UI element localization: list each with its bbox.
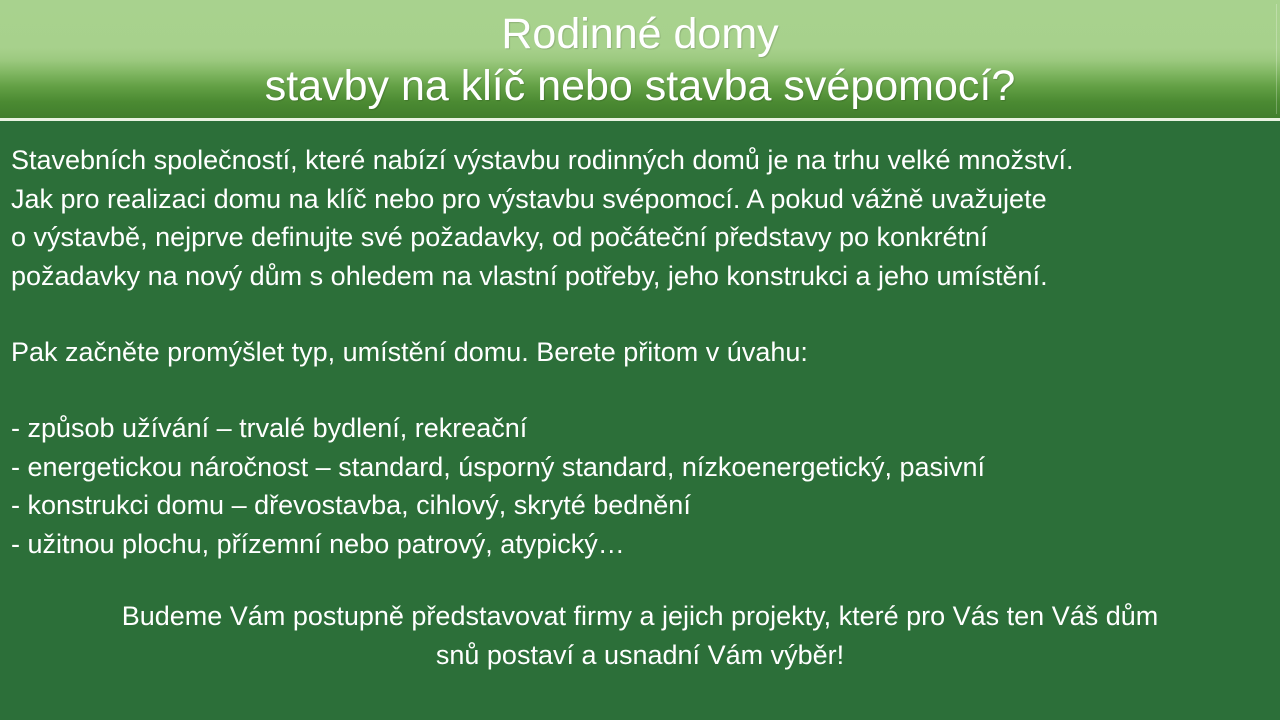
lead-in-paragraph [11, 333, 1273, 372]
criteria-list [11, 409, 1273, 563]
slide-title-line-1: Rodinné domy [501, 10, 779, 58]
list-item: - energetickou náročnost – standard, úsporný standard, nízkoenergetický, pasivní [11, 451, 986, 482]
intro-line: o výstavbě, nejprve definujte své požadavky, od počáteční představy po konkrétní [11, 222, 988, 252]
intro-line: Stavebních společností, které nabízí výstavbu rodinných domů je na trhu velké množství. [11, 145, 1074, 175]
lead-in-line: Pak začněte promýšlet typ, umístění domu. Berete přitom v úvahu: [11, 337, 808, 367]
closing-line: snů postaví a usnadní Vám výběr! [435, 639, 845, 670]
slide-title-line-2: stavby na klíč nebo stavba svépomocí? [264, 62, 1016, 110]
closing-line: Budeme Vám postupně představovat firmy a jejich projekty, které pro Vás ten Váš dům [121, 601, 1159, 631]
title-band [0, 0, 1280, 120]
intro-line: Jak pro realizaci domu na klíč nebo pro výstavbu svépomocí. A pokud vážně uvažujete [11, 183, 1047, 214]
list-item: - způsob užívání – trvalé bydlení, rekreační [11, 413, 528, 443]
slide-body [0, 121, 1280, 720]
list-item: - užitnou plochu, přízemní nebo patrový, atypický… [11, 528, 625, 559]
intro-line: požadavky na nový dům s ohledem na vlastní potřeby, jeho konstrukci a jeho umístění. [11, 260, 1048, 291]
list-item: - konstrukci domu – dřevostavba, cihlový, skryté bednění [11, 490, 691, 520]
closing-paragraph [0, 597, 1280, 674]
intro-paragraph [11, 141, 1273, 295]
